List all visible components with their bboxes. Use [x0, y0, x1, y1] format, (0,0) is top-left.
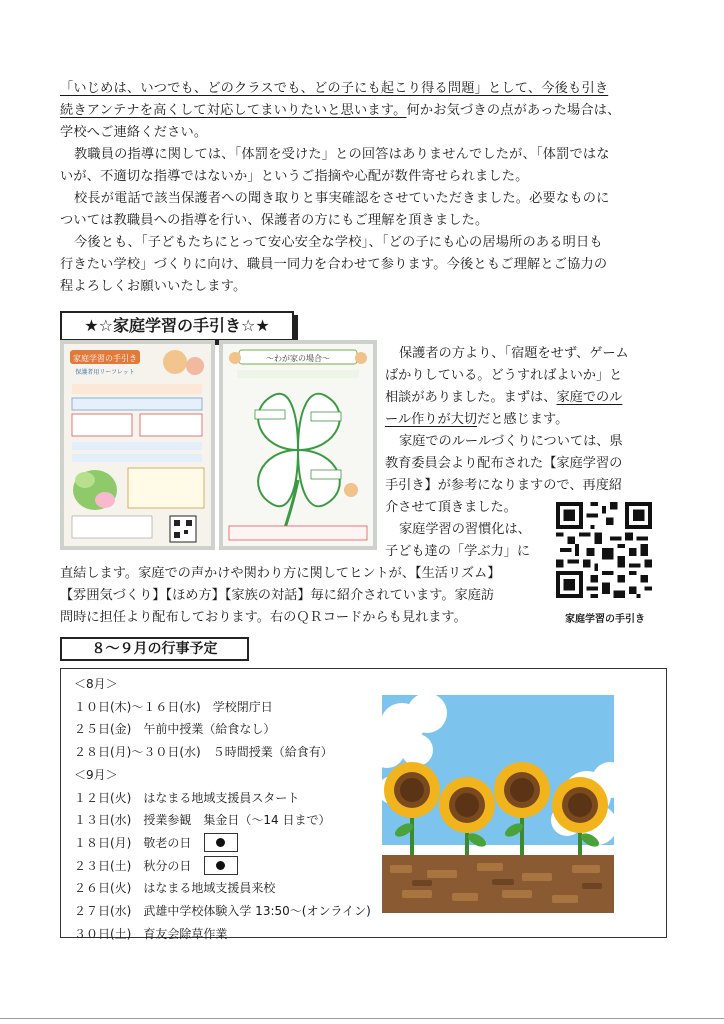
text-line: 教育委員会より配布された【家庭学習の — [385, 456, 623, 471]
intro-line: 教職員の指導に関しては、「体罰を受けた」との回答はありませんでしたが、「体罰ではな — [74, 147, 610, 162]
schedule-title: ８～９月の行事予定 — [60, 637, 249, 661]
text-line: 家庭でのル — [556, 390, 623, 405]
sunflower — [439, 777, 495, 865]
text-line: ばかりしている。どうすればよいか」と — [385, 368, 623, 383]
intro-line: 学校へご連絡ください。 — [60, 125, 208, 140]
qr-caption: 家庭学習の手引き — [565, 614, 645, 625]
schedule-row: ３０日(土) 育友会除草作業 — [74, 926, 228, 941]
schedule-row: ＜8月＞ — [74, 677, 118, 691]
schedule-row: ＜9月＞ — [74, 767, 118, 782]
intro-line: 校長が電話で該当保護者への聞き取りと事実確認をさせていただきました。必要なものに — [74, 191, 610, 206]
intro-line: 行きたい学校」づくりに向け、職員一同力を合わせて参ります。今後ともご理解とご協力の — [60, 257, 608, 272]
schedule-row-text: １８日(月) 敬老の日 — [74, 835, 192, 850]
schedule-row-holiday — [74, 832, 371, 855]
text-line: 家庭でのルールづくりについては、県 — [399, 434, 623, 449]
schedule-row: ２５日(金) 午前中授業（給食なし） — [74, 722, 276, 737]
page-edge — [0, 1018, 724, 1019]
intro-text — [60, 78, 665, 298]
text-line: 直結します。家庭での声かけや関わり方に関してヒントが、【生活リズム】 — [60, 566, 501, 581]
text-line: 子ども達の「学ぶ力」に — [385, 544, 531, 559]
section-title-home-study: ★☆家庭学習の手引き☆★ — [60, 311, 294, 341]
holiday-dot-icon — [216, 838, 225, 847]
text-line: 保護者の方より、「宿題をせず、ゲーム — [399, 346, 629, 361]
intro-line: 何かお気づきの点があった場合は、 — [406, 103, 621, 118]
text-line: 介させて頂きました。 — [385, 500, 517, 515]
leaflet-illustration — [60, 340, 215, 550]
worksheet-heading: ～わが家の場合～ — [266, 354, 330, 363]
schedule-row: １２日(火) はなまる地域支援員スタート — [74, 790, 300, 805]
leaflet-heading: 家庭学習の手引き — [73, 354, 137, 363]
holiday-dot-icon — [216, 861, 225, 870]
schedule-row-holiday — [74, 855, 371, 878]
clover-worksheet-photo — [219, 340, 377, 550]
holiday-mark — [204, 856, 238, 875]
sunflower-illustration — [382, 695, 614, 913]
text-line: 問時に担任より配布しております。右のＱＲコードからも見れます。 — [60, 610, 467, 625]
leaflet-subheading: 保護者用リーフレット — [75, 369, 135, 376]
intro-line: 続きアンテナを高くして対応してまいりたいと思います。 — [60, 103, 407, 118]
intro-line: ついては教職員への指導を行い、保護者の方にもご理解を頂きました。 — [60, 213, 489, 228]
sunflower — [552, 777, 608, 865]
qr-code[interactable] — [556, 502, 652, 598]
clover-illustration — [219, 340, 377, 550]
intro-line: 「いじめは、いつでも、どのクラスでも、どの子にも起こり得る問題」として、今後も引き — [60, 81, 609, 96]
schedule-row: １０日(木)～１６日(水) 学校閉庁日 — [74, 699, 273, 714]
text-line: 手引き】が参考になりますので、再度紹 — [385, 478, 623, 493]
text-line: 相談がありました。まずは、 — [385, 390, 557, 405]
text-line: 家庭学習の習慣化は、 — [399, 522, 531, 537]
intro-line: いが、不適切な指導ではないか」というご指摘や心配が数件寄せられました。 — [60, 169, 529, 184]
intro-line: 程よろしくお願いいたします。 — [60, 279, 247, 294]
text-line: ール作りが大切 — [385, 412, 478, 427]
text-line: だと感じます。 — [477, 412, 569, 427]
schedule-row-text: ２３日(土) 秋分の日 — [74, 858, 192, 873]
text-line: 【雰囲気づくり】【ほめ方】【家族の対話】毎に紹介されています。家庭訪 — [60, 588, 495, 603]
intro-line: 今後とも、「子どもたちにとって安心安全な学校」、「どの子にも心の居場所のある明日も — [74, 235, 603, 250]
schedule-row: １３日(水) 授業参観 集金日（～14 日まで） — [74, 813, 331, 828]
schedule-row: ２７日(水) 武雄中学校体験入学 13:50～(オンライン) — [74, 904, 371, 919]
leaflet-photo — [60, 340, 215, 550]
schedule-row: ２６日(火) はなまる地域支援員来校 — [74, 881, 276, 896]
schedule-list — [74, 673, 371, 945]
holiday-mark — [204, 833, 238, 852]
schedule-row: ２８日(月)～３０日(水) ５時間授業（給食有） — [74, 745, 333, 760]
